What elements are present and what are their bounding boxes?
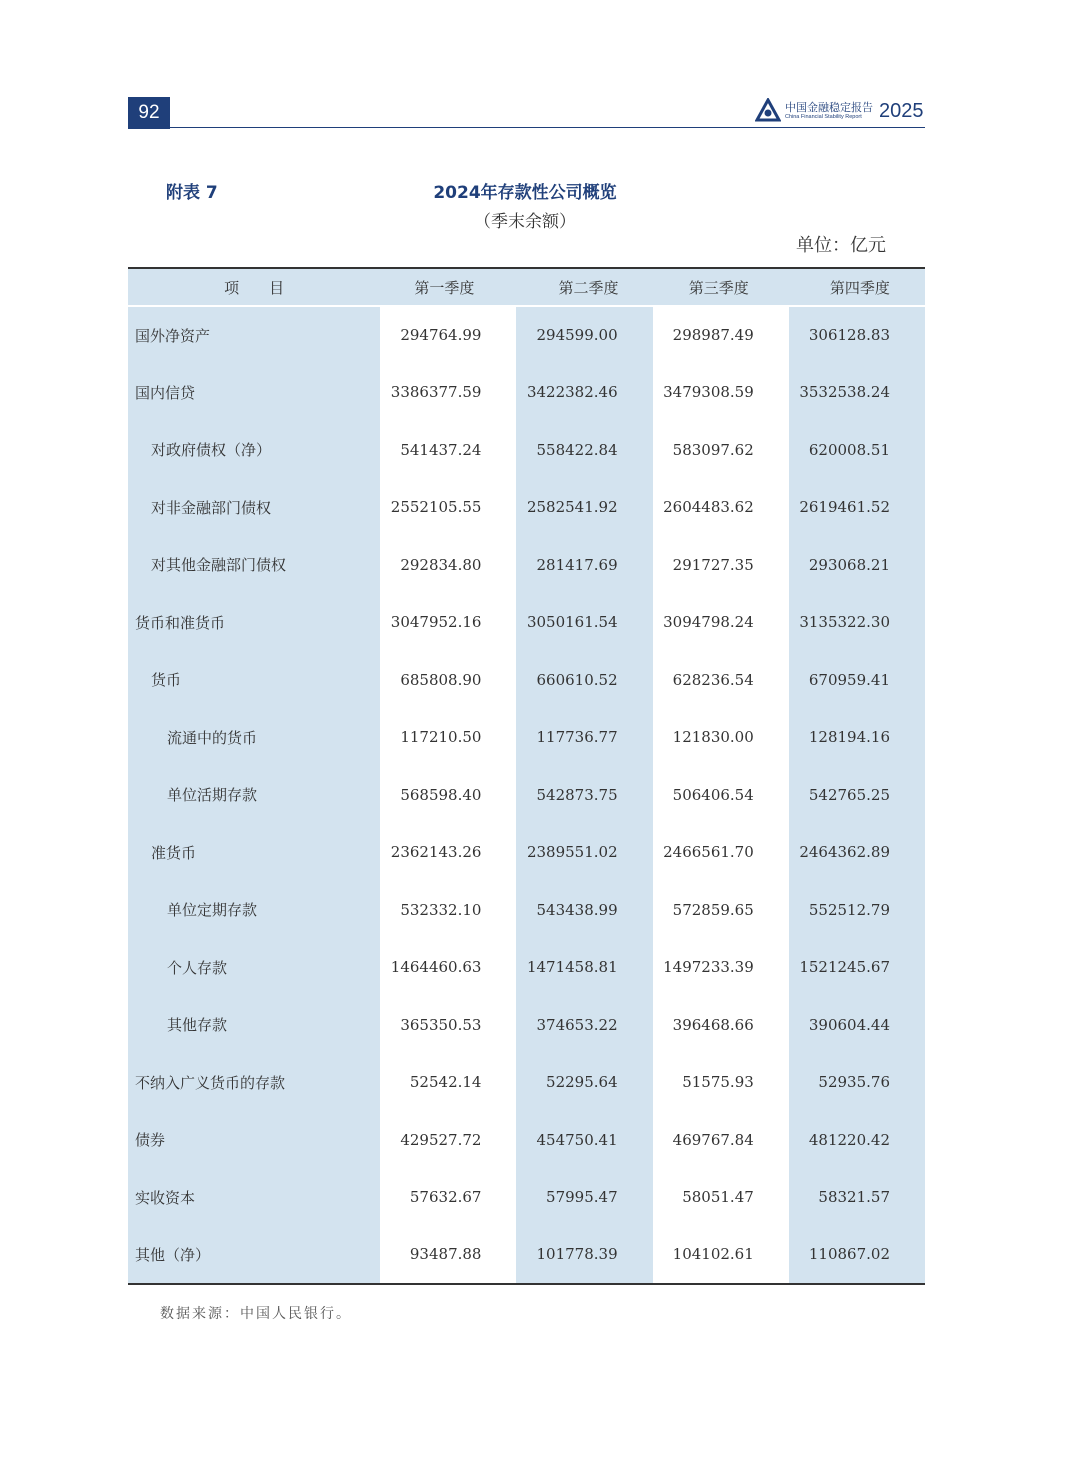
cell-q3: 58051.47 (653, 1169, 789, 1227)
row-label: 不纳入广义货币的存款 (128, 1054, 380, 1112)
row-label: 实收资本 (128, 1169, 380, 1227)
cell-q1: 541437.24 (380, 421, 516, 479)
cell-q2: 117736.77 (516, 709, 652, 767)
table-row (128, 1111, 925, 1169)
table-title: 2024年存款性公司概览 (433, 183, 617, 203)
cell-q4: 2619461.52 (789, 479, 925, 537)
cell-q1: 57632.67 (380, 1169, 516, 1227)
cell-q1: 292834.80 (380, 536, 516, 594)
cell-q3: 583097.62 (653, 421, 789, 479)
row-label: 货币和准货币 (128, 594, 380, 652)
cell-q4: 306128.83 (789, 306, 925, 364)
cell-q4: 481220.42 (789, 1111, 925, 1169)
report-brand (755, 97, 924, 125)
cell-q2: 660610.52 (516, 651, 652, 709)
row-label: 国内信贷 (128, 364, 380, 422)
column-header-q3: 第三季度 (653, 268, 789, 306)
cell-q3: 2466561.70 (653, 824, 789, 882)
row-label: 单位活期存款 (128, 766, 380, 824)
cell-q3: 291727.35 (653, 536, 789, 594)
data-table (128, 267, 925, 1285)
cell-q2: 2389551.02 (516, 824, 652, 882)
row-label: 个人存款 (128, 939, 380, 997)
row-label: 对政府债权（净） (128, 421, 380, 479)
cell-q2: 281417.69 (516, 536, 652, 594)
cell-q4: 552512.79 (789, 881, 925, 939)
table-row (128, 766, 925, 824)
cell-q1: 93487.88 (380, 1226, 516, 1284)
table-row (128, 939, 925, 997)
row-label: 债券 (128, 1111, 380, 1169)
table-row (128, 594, 925, 652)
table-row (128, 1226, 925, 1284)
cell-q2: 52295.64 (516, 1054, 652, 1112)
cell-q1: 685808.90 (380, 651, 516, 709)
cell-q1: 568598.40 (380, 766, 516, 824)
cell-q3: 506406.54 (653, 766, 789, 824)
cell-q2: 374653.22 (516, 996, 652, 1054)
cell-q2: 3050161.54 (516, 594, 652, 652)
cell-q2: 1471458.81 (516, 939, 652, 997)
table-header-row (128, 268, 925, 306)
cell-q3: 3479308.59 (653, 364, 789, 422)
cell-q3: 298987.49 (653, 306, 789, 364)
cell-q4: 128194.16 (789, 709, 925, 767)
table-row (128, 996, 925, 1054)
cell-q3: 51575.93 (653, 1054, 789, 1112)
row-label: 准货币 (128, 824, 380, 882)
table-row (128, 306, 925, 364)
row-label: 对其他金融部门债权 (128, 536, 380, 594)
cell-q4: 293068.21 (789, 536, 925, 594)
cell-q4: 3135322.30 (789, 594, 925, 652)
pboc-logo-icon (755, 98, 781, 124)
cell-q3: 104102.61 (653, 1226, 789, 1284)
brand-title-en: China Financial Stability Report (785, 113, 862, 120)
cell-q3: 628236.54 (653, 651, 789, 709)
table-subtitle: （季末余额） (474, 212, 576, 232)
table-row (128, 709, 925, 767)
cell-q3: 2604483.62 (653, 479, 789, 537)
page-number: 92 (128, 97, 170, 129)
row-label: 对非金融部门债权 (128, 479, 380, 537)
table-row (128, 421, 925, 479)
cell-q1: 3386377.59 (380, 364, 516, 422)
table-row (128, 651, 925, 709)
cell-q1: 52542.14 (380, 1054, 516, 1112)
cell-q1: 294764.99 (380, 306, 516, 364)
cell-q1: 2362143.26 (380, 824, 516, 882)
row-label: 其他存款 (128, 996, 380, 1054)
column-header-item: 项 目 (128, 268, 380, 306)
cell-q4: 58321.57 (789, 1169, 925, 1227)
cell-q3: 121830.00 (653, 709, 789, 767)
cell-q2: 2582541.92 (516, 479, 652, 537)
cell-q3: 469767.84 (653, 1111, 789, 1169)
row-label: 流通中的货币 (128, 709, 380, 767)
cell-q2: 101778.39 (516, 1226, 652, 1284)
cell-q3: 572859.65 (653, 881, 789, 939)
table-body (128, 306, 925, 1284)
brand-year: 2025 (879, 99, 924, 122)
cell-q4: 670959.41 (789, 651, 925, 709)
cell-q2: 57995.47 (516, 1169, 652, 1227)
unit-label: 单位：亿元 (796, 235, 886, 256)
cell-q1: 2552105.55 (380, 479, 516, 537)
cell-q2: 543438.99 (516, 881, 652, 939)
cell-q2: 3422382.46 (516, 364, 652, 422)
header-rule (170, 127, 925, 128)
cell-q1: 532332.10 (380, 881, 516, 939)
column-header-q1: 第一季度 (380, 268, 516, 306)
table-row (128, 824, 925, 882)
cell-q3: 3094798.24 (653, 594, 789, 652)
table-row (128, 479, 925, 537)
cell-q2: 454750.41 (516, 1111, 652, 1169)
table-label: 附表 7 (166, 183, 218, 203)
row-label: 货币 (128, 651, 380, 709)
table-row (128, 536, 925, 594)
table-row (128, 364, 925, 422)
cell-q4: 390604.44 (789, 996, 925, 1054)
data-table-container (128, 267, 925, 1285)
cell-q4: 2464362.89 (789, 824, 925, 882)
cell-q2: 542873.75 (516, 766, 652, 824)
cell-q4: 542765.25 (789, 766, 925, 824)
cell-q3: 1497233.39 (653, 939, 789, 997)
cell-q4: 52935.76 (789, 1054, 925, 1112)
cell-q1: 117210.50 (380, 709, 516, 767)
cell-q1: 1464460.63 (380, 939, 516, 997)
table-row (128, 1054, 925, 1112)
row-label: 其他（净） (128, 1226, 380, 1284)
cell-q1: 429527.72 (380, 1111, 516, 1169)
cell-q1: 3047952.16 (380, 594, 516, 652)
cell-q4: 110867.02 (789, 1226, 925, 1284)
table-row (128, 881, 925, 939)
cell-q4: 620008.51 (789, 421, 925, 479)
column-header-q2: 第二季度 (516, 268, 652, 306)
cell-q4: 3532538.24 (789, 364, 925, 422)
column-header-q4: 第四季度 (789, 268, 925, 306)
row-label: 单位定期存款 (128, 881, 380, 939)
data-source-note: 数据来源：中国人民银行。 (160, 1306, 352, 1322)
row-label: 国外净资产 (128, 306, 380, 364)
cell-q2: 294599.00 (516, 306, 652, 364)
cell-q3: 396468.66 (653, 996, 789, 1054)
cell-q1: 365350.53 (380, 996, 516, 1054)
table-row (128, 1169, 925, 1227)
brand-title-cn: 中国金融稳定报告 (785, 100, 873, 114)
cell-q2: 558422.84 (516, 421, 652, 479)
cell-q4: 1521245.67 (789, 939, 925, 997)
